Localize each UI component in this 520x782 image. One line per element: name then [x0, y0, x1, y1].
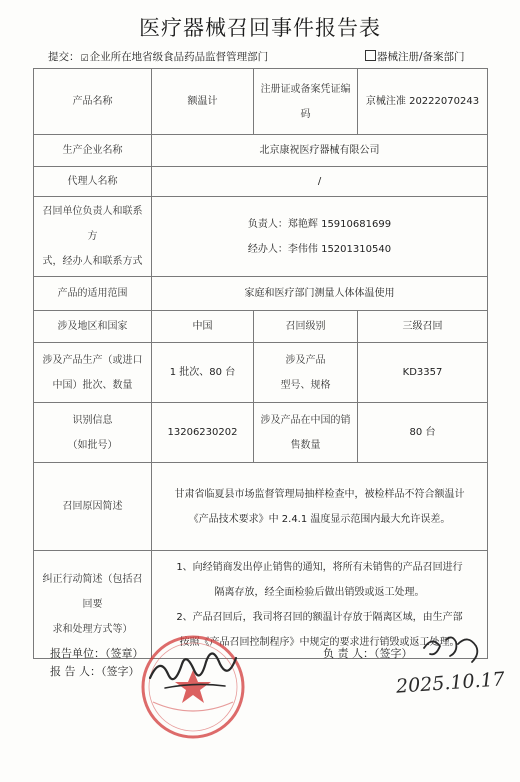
sales-label-line-2: 售数量 — [290, 439, 321, 451]
responsible-signature — [418, 630, 488, 670]
reason-line-1: 甘肃省临夏县市场监督管理局抽样检查中，被检样品不符合额温计 — [174, 488, 465, 500]
quantity-label — [34, 343, 152, 403]
identification-label-line-2: （如批号） — [67, 439, 118, 451]
sales-label — [254, 403, 358, 463]
report-unit-label: 报告单位：（签章） — [50, 647, 144, 660]
contact-label-line-1: 召回单位负责人和联系方 — [42, 206, 143, 242]
sales-label-line-1: 涉及产品在中国的销 — [260, 414, 351, 426]
model-label — [254, 343, 358, 403]
identification-value: 13206230202 — [152, 403, 254, 463]
model-value: KD3357 — [358, 343, 488, 403]
region-value: 中国 — [152, 311, 254, 343]
action-label-line-1: 纠正行动简述（包括召回要 — [42, 574, 143, 610]
reason-line-2: 《产品技术要求》中 2.4.1 温度显示范围内最大允许误差。 — [188, 513, 451, 525]
action-line-1: 1、向经销商发出停止销售的通知，将所有未销售的产品召回进行 — [176, 561, 463, 573]
contact-value — [152, 197, 488, 277]
quantity-value: 1 批次、80 台 — [152, 343, 254, 403]
quantity-label-line-2: 中国）批次、数量 — [52, 379, 133, 391]
quantity-label-line-1: 涉及产品生产（或进口 — [42, 354, 143, 366]
region-label: 涉及地区和国家 — [34, 311, 152, 343]
action-line-4: 按照《产品召回控制程序》中规定的要求进行销毁或返工处理。 — [179, 636, 460, 648]
action-label — [34, 551, 152, 659]
contact-handler: 经办人：李伟伟 15201310540 — [247, 243, 392, 255]
submit-option-registration: 器械注册/备案部门 — [377, 51, 465, 63]
action-line-2: 隔离存放，经全面检验后做出销毁或返工处理。 — [214, 586, 425, 598]
submit-row — [48, 49, 488, 64]
reporter-signature — [145, 648, 245, 698]
manufacturer-value: 北京康祝医疗器械有限公司 — [152, 135, 488, 167]
signature-date: 2025.10.17 — [395, 668, 506, 698]
registration-value: 京械注准 20222070243 — [358, 69, 488, 135]
level-value: 三级召回 — [358, 311, 488, 343]
contact-label-line-2: 式，经办人和联系方式 — [42, 256, 143, 267]
contact-label — [34, 197, 152, 277]
page-title: 医疗器械召回事件报告表 — [139, 16, 381, 40]
model-label-line-1: 涉及产品 — [285, 354, 326, 366]
responsible-label: 负 责 人：（签字） — [323, 647, 413, 660]
sales-value: 80 台 — [358, 403, 488, 463]
checkbox-checked-icon[interactable]: ☑ — [80, 54, 89, 64]
manufacturer-label: 生产企业名称 — [34, 135, 152, 167]
model-label-line-2: 型号、规格 — [280, 379, 331, 391]
registration-label: 注册证或备案凭证编码 — [254, 69, 358, 135]
reporter-label: 报 告 人：（签字） — [50, 665, 140, 678]
reason-label: 召回原因简述 — [34, 463, 152, 551]
identification-label — [34, 403, 152, 463]
checkbox-unchecked-icon[interactable] — [365, 50, 376, 61]
level-label: 召回级别 — [254, 311, 358, 343]
submit-prefix: 提交： — [48, 51, 80, 63]
agent-label: 代理人名称 — [34, 167, 152, 197]
contact-responsible: 负责人：郑艳辉 15910681699 — [247, 218, 392, 230]
action-line-3: 2、产品召回后，我司将召回的额温计存放于隔离区域，由生产部 — [176, 611, 463, 623]
scope-value: 家庭和医疗部门测量人体体温使用 — [152, 277, 488, 311]
product-name-label: 产品名称 — [34, 69, 152, 135]
action-label-line-2: 求和处理方式等） — [52, 624, 133, 635]
submit-option-registration-wrapper — [364, 49, 465, 64]
scope-label: 产品的适用范围 — [34, 277, 152, 311]
submit-option-province: 企业所在地省级食品药品监督管理部门 — [89, 51, 269, 63]
product-name-value: 额温计 — [152, 69, 254, 135]
agent-value: / — [152, 167, 488, 197]
recall-report-table — [33, 68, 488, 659]
reason-value — [152, 463, 488, 551]
identification-label-line-1: 识别信息 — [72, 414, 113, 426]
